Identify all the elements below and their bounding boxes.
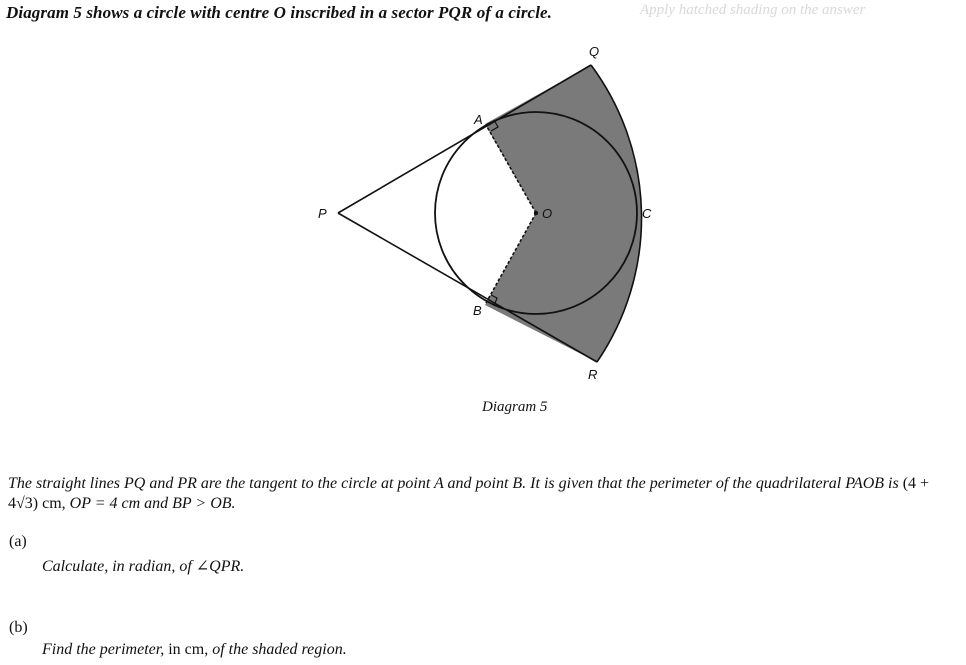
stem-text-1: The straight lines PQ and PR are the tangent to the circle at point A and point B. It is given that the perimeter of the quadrilateral PAOB is xyxy=(8,475,903,492)
stem-text-2: OP = 4 cm and BP > OB. xyxy=(69,495,236,512)
question-stem xyxy=(8,474,963,514)
label-A: A xyxy=(474,112,483,127)
part-b-text xyxy=(42,641,347,659)
part-b-text-1: Find the perimeter, xyxy=(42,641,169,658)
bleed-through-text: Apply hatched shading on the answer xyxy=(640,2,866,18)
label-R: R xyxy=(588,367,598,382)
label-B: B xyxy=(473,303,482,318)
label-O: O xyxy=(542,206,553,221)
part-a-text: Calculate, in radian, of ∠QPR. xyxy=(42,558,245,575)
intro-text: Diagram 5 shows a circle with centre O inscribed in a sector PQR of a circle. xyxy=(6,3,553,22)
label-Q: Q xyxy=(589,44,600,59)
stem-expression: (4 + 4√3) cm, xyxy=(8,475,930,512)
part-b-label: (b) xyxy=(9,619,28,636)
diagram-caption: Diagram 5 xyxy=(482,399,548,415)
centre-dot xyxy=(534,211,538,215)
label-P: P xyxy=(318,206,327,221)
part-b-text-2: in cm, xyxy=(168,641,213,658)
part-b-text-3: of the shaded region. xyxy=(212,641,347,658)
label-C: C xyxy=(642,206,652,221)
part-a-label: (a) xyxy=(9,533,27,550)
